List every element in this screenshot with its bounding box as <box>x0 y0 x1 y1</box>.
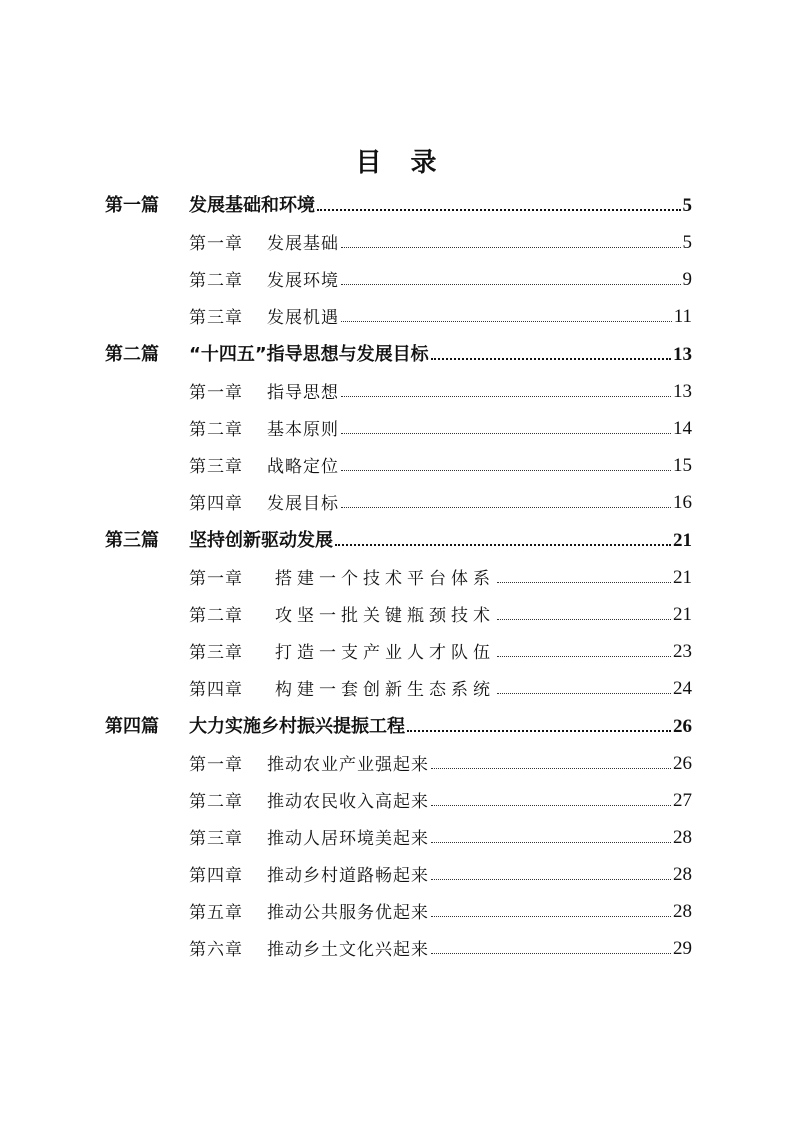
toc-page-number: 28 <box>673 901 692 922</box>
toc-chapter-title: 推动农民收入高起来 <box>267 792 429 812</box>
toc-page-number: 16 <box>673 492 692 513</box>
toc-part-title: 坚持创新驱动发展 <box>189 530 333 551</box>
toc-chapter[interactable] <box>189 447 692 477</box>
toc-chapter-number: 第二章 <box>189 606 243 626</box>
toc-chapter[interactable] <box>189 856 692 886</box>
dot-leader <box>407 730 671 732</box>
dot-leader <box>497 619 671 620</box>
dot-leader <box>497 693 671 694</box>
toc-chapter-number: 第一章 <box>189 383 243 403</box>
toc-chapter[interactable] <box>189 373 692 403</box>
toc-chapter[interactable] <box>189 819 692 849</box>
toc-chapter-number: 第二章 <box>189 271 243 291</box>
dot-leader <box>335 544 671 546</box>
toc-chapter[interactable] <box>189 410 692 440</box>
toc-page-number: 5 <box>682 232 692 253</box>
toc-part-number: 第二篇 <box>105 344 159 365</box>
toc-chapter-number: 第一章 <box>189 569 243 589</box>
dot-leader <box>431 768 671 769</box>
toc-chapter-number: 第六章 <box>189 940 243 960</box>
toc-chapter[interactable] <box>189 596 692 626</box>
toc-chapter[interactable] <box>189 633 692 663</box>
toc-page-number: 21 <box>673 604 692 625</box>
toc-part-title: “十四五”指导思想与发展目标 <box>189 344 429 365</box>
toc-chapter-title: 发展机遇 <box>267 308 339 328</box>
toc-part-title: 发展基础和环境 <box>189 195 315 216</box>
toc-chapter-title: 推动公共服务优起来 <box>267 903 429 923</box>
toc-page-number: 24 <box>673 678 692 699</box>
toc-page-number: 26 <box>673 753 692 774</box>
toc-page-number: 14 <box>673 418 692 439</box>
toc-chapter-title: 打造一支产业人才队伍 <box>275 643 495 663</box>
toc-part-title: 大力实施乡村振兴提振工程 <box>189 716 405 737</box>
toc-page-number: 21 <box>673 567 692 588</box>
toc-part-2[interactable] <box>105 336 692 366</box>
toc-part-number: 第三篇 <box>105 530 159 551</box>
toc-part-4[interactable] <box>105 708 692 738</box>
toc-chapter-number: 第二章 <box>189 420 243 440</box>
dot-leader <box>341 507 671 508</box>
toc-chapter-title: 发展环境 <box>267 271 339 291</box>
toc-part-1[interactable] <box>105 187 692 217</box>
toc-page-number: 28 <box>673 827 692 848</box>
dot-leader <box>431 358 671 360</box>
toc-chapter-title: 战略定位 <box>267 457 339 477</box>
toc-page-number: 23 <box>673 641 692 662</box>
toc-chapter-title: 推动人居环境美起来 <box>267 829 429 849</box>
toc-part-number: 第四篇 <box>105 716 159 737</box>
toc-page-number: 11 <box>673 306 692 327</box>
toc-chapter-number: 第四章 <box>189 494 243 514</box>
toc-chapter[interactable] <box>189 298 692 328</box>
toc-chapter-title: 基本原则 <box>267 420 339 440</box>
toc-page-number: 13 <box>673 344 692 365</box>
toc-page-number: 13 <box>673 381 692 402</box>
toc-chapter[interactable] <box>189 670 692 700</box>
toc-chapter[interactable] <box>189 893 692 923</box>
toc-chapter-number: 第四章 <box>189 680 243 700</box>
toc-part-number: 第一篇 <box>105 195 159 216</box>
dot-leader <box>431 916 671 917</box>
dot-leader <box>431 842 671 843</box>
toc-chapter-number: 第三章 <box>189 308 243 328</box>
toc-chapter[interactable] <box>189 484 692 514</box>
page-title-left: 目 <box>355 147 383 178</box>
toc-page-number: 15 <box>673 455 692 476</box>
toc-page-number: 21 <box>673 530 692 551</box>
dot-leader <box>431 805 671 806</box>
toc-chapter-number: 第五章 <box>189 903 243 923</box>
toc-chapter[interactable] <box>189 930 692 960</box>
toc-chapter-number: 第三章 <box>189 643 243 663</box>
toc-chapter[interactable] <box>189 782 692 812</box>
toc-chapter-title: 构建一套创新生态系统 <box>275 680 495 700</box>
dot-leader <box>431 953 671 954</box>
toc-chapter-title: 攻坚一批关键瓶颈技术 <box>275 606 495 626</box>
toc-chapter-title: 发展目标 <box>267 494 339 514</box>
toc-chapter-number: 第一章 <box>189 234 243 254</box>
dot-leader <box>497 656 671 657</box>
toc-chapter-number: 第二章 <box>189 792 243 812</box>
dot-leader <box>317 209 681 211</box>
toc-chapter-number: 第三章 <box>189 457 243 477</box>
toc-chapter-title: 指导思想 <box>267 383 339 403</box>
toc-chapter[interactable] <box>189 559 692 589</box>
toc-chapter-title: 发展基础 <box>267 234 339 254</box>
toc-page-number: 28 <box>673 864 692 885</box>
dot-leader <box>341 470 671 471</box>
toc-chapter-title: 搭建一个技术平台体系 <box>275 569 495 589</box>
dot-leader <box>431 879 671 880</box>
toc-chapter[interactable] <box>189 224 692 254</box>
page-title-right: 录 <box>410 147 438 178</box>
toc-chapter[interactable] <box>189 745 692 775</box>
toc-chapter[interactable] <box>189 261 692 291</box>
toc-chapter-title: 推动乡村道路畅起来 <box>267 866 429 886</box>
toc-part-3[interactable] <box>105 522 692 552</box>
toc-chapter-number: 第一章 <box>189 755 243 775</box>
dot-leader <box>341 433 671 434</box>
dot-leader <box>341 284 681 285</box>
dot-leader <box>341 247 681 248</box>
toc-page-number: 26 <box>673 716 692 737</box>
toc-page-number: 9 <box>682 269 692 290</box>
toc-chapter-number: 第三章 <box>189 829 243 849</box>
toc-chapter-number: 第四章 <box>189 866 243 886</box>
dot-leader <box>341 396 671 397</box>
toc-page-number: 5 <box>682 195 692 216</box>
toc-chapter-title: 推动农业产业强起来 <box>267 755 429 775</box>
dot-leader <box>341 321 672 322</box>
toc-page-number: 29 <box>673 938 692 959</box>
dot-leader <box>497 582 671 583</box>
toc-chapter-title: 推动乡土文化兴起来 <box>267 940 429 960</box>
toc-page-number: 27 <box>673 790 692 811</box>
